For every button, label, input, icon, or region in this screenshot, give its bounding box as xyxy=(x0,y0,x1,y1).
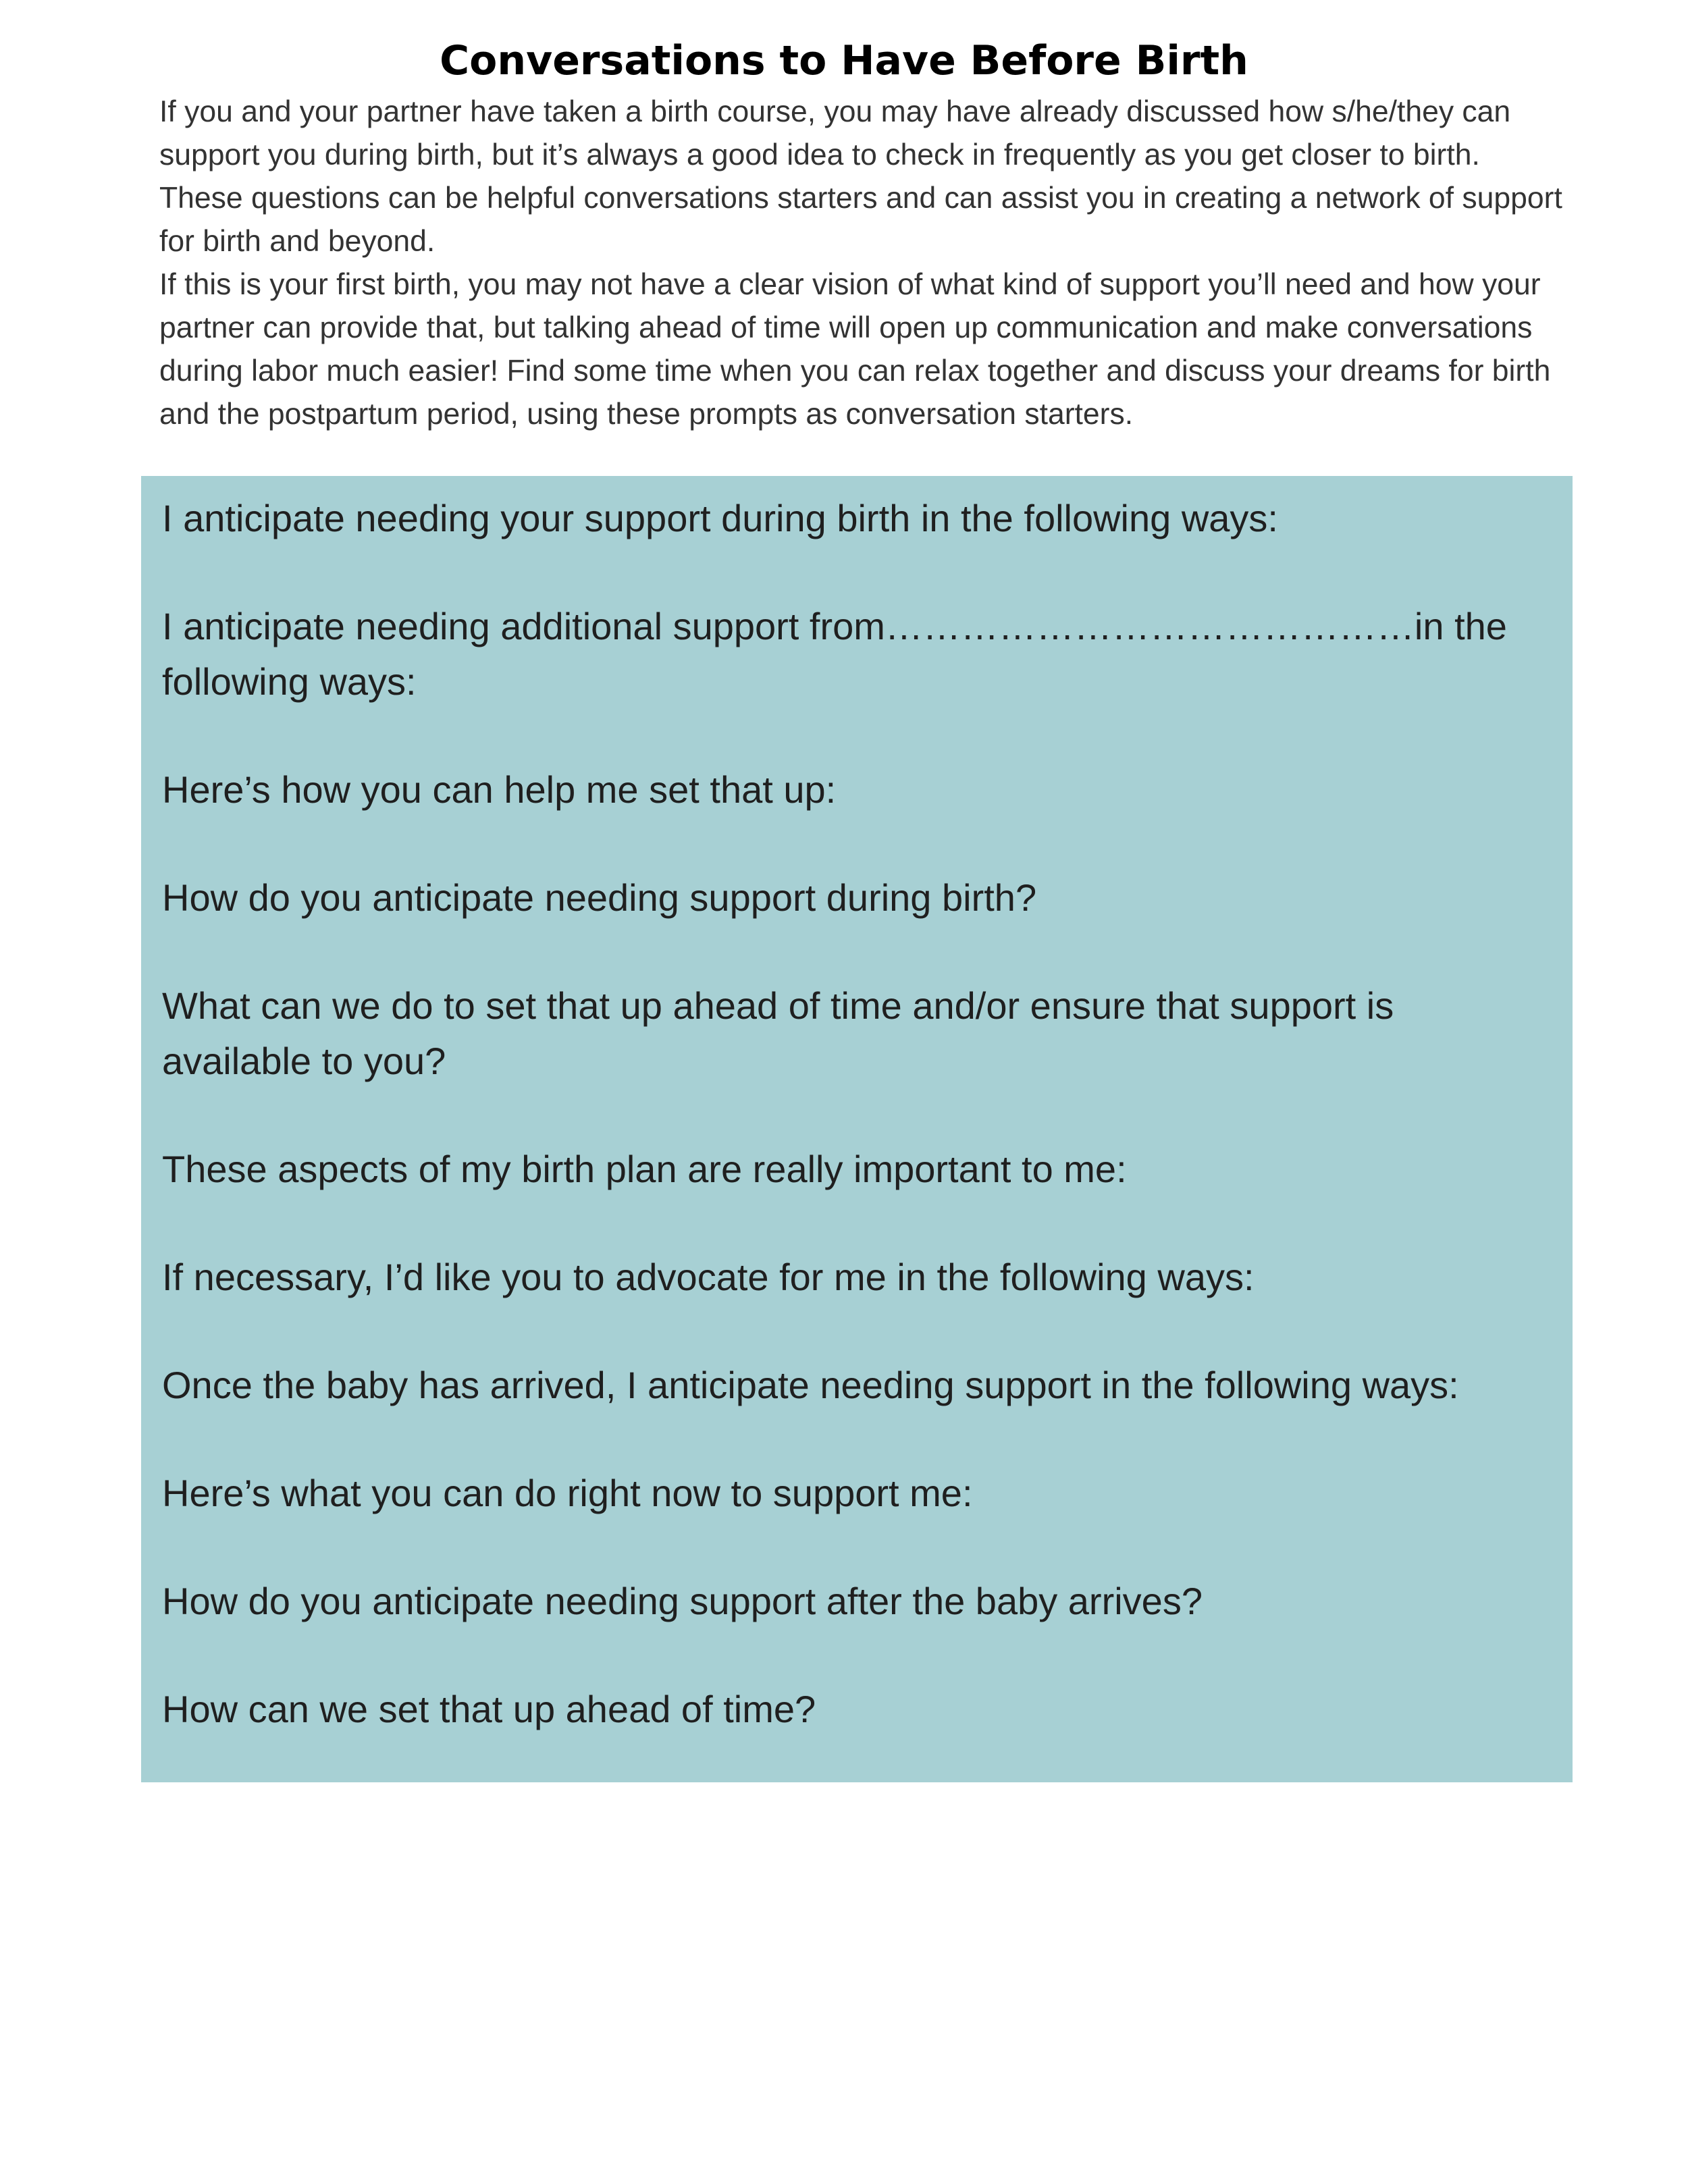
prompt-support-during-birth: I anticipate needing your support during birth in the following ways: xyxy=(162,497,1278,539)
prompt-box xyxy=(141,476,1573,1782)
intro-paragraph-2: If this is your first birth, you may not have a clear vision of what kind of support you’ll need and how your partner can provide that, but talking ahead of time will open up communication and make conversations during labor much easier! Find some time when you can relax together and discuss your dreams for birth and the postpartum period, using these prompts as conversation starters. xyxy=(159,268,1551,431)
prompt-partner-support-after-baby: How do you anticipate needing support after the baby arrives? xyxy=(162,1580,1203,1622)
prompt-additional-support: I anticipate needing additional support from……………………………………in the following ways: xyxy=(162,605,1507,703)
prompt-help-set-up: Here’s how you can help me set that up: xyxy=(162,768,837,811)
prompt-set-up-ahead: What can we do to set that up ahead of time and/or ensure that support is available to you? xyxy=(162,984,1394,1082)
page-title: Conversations to Have Before Birth xyxy=(440,37,1248,84)
intro-paragraph-1: If you and your partner have taken a birth course, you may have already discussed how s/he/they can support you during birth, but it’s always a good idea to check in frequently as you get closer to birth. These questions can be helpful conversations starters and can assist you in creating a network of support for birth and beyond. xyxy=(159,95,1562,258)
prompt-support-after-arrival: Once the baby has arrived, I anticipate needing support in the following ways: xyxy=(162,1364,1459,1406)
prompt-partner-support-during-birth: How do you anticipate needing support during birth? xyxy=(162,876,1037,919)
prompt-support-right-now: Here’s what you can do right now to support me: xyxy=(162,1472,973,1514)
prompt-set-up-ahead-of-time: How can we set that up ahead of time? xyxy=(162,1688,816,1730)
intro-text xyxy=(159,90,1571,436)
prompt-advocate: If necessary, I’d like you to advocate for me in the following ways: xyxy=(162,1256,1255,1298)
prompt-birth-plan-aspects: These aspects of my birth plan are really important to me: xyxy=(162,1148,1127,1190)
prompt-list xyxy=(162,491,1553,1737)
